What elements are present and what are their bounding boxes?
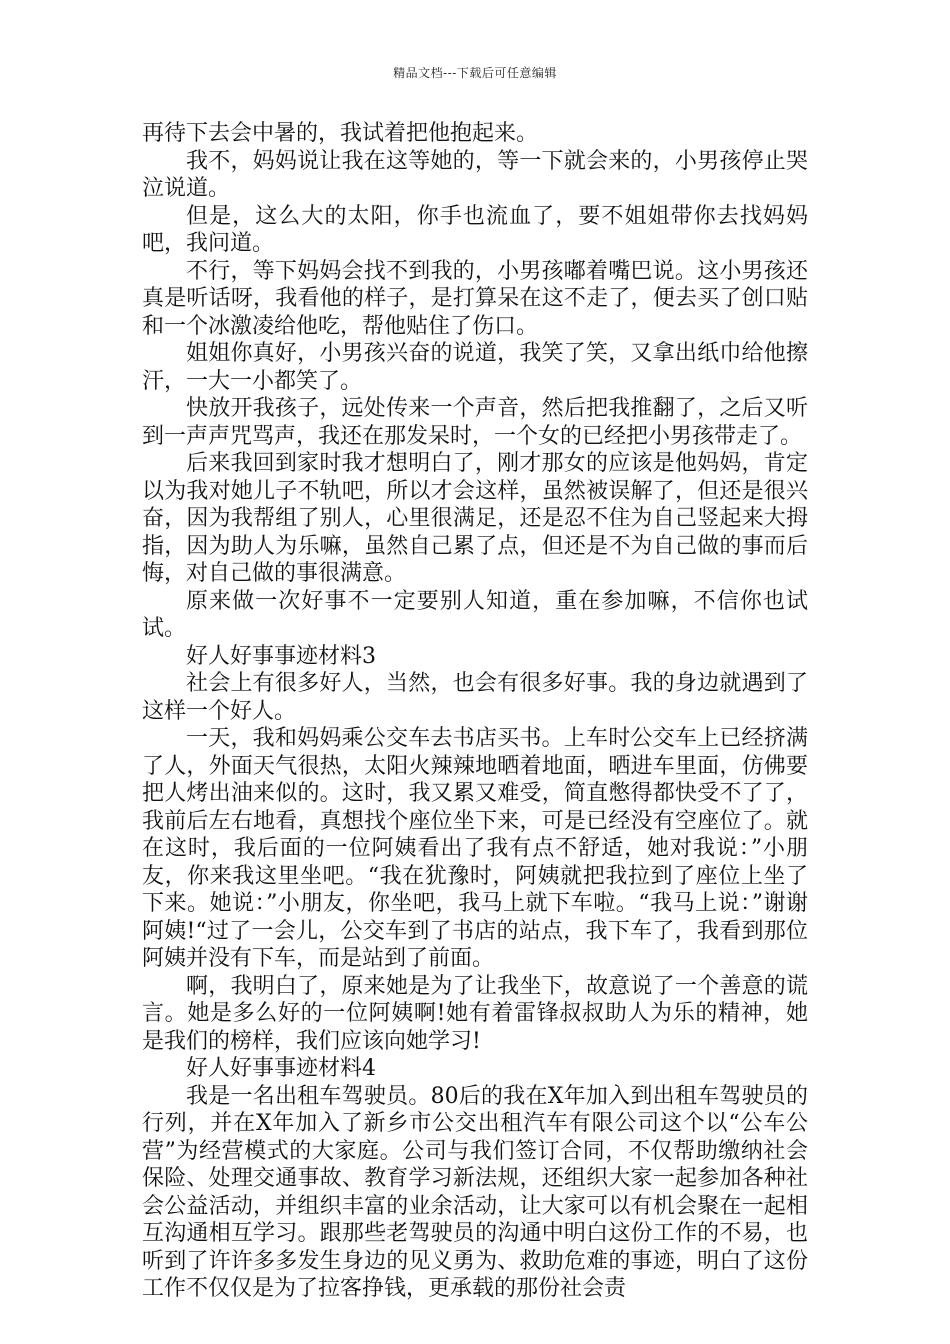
section-heading: 好人好事事迹材料3 bbox=[186, 643, 376, 669]
section-heading: 好人好事事迹材料4 bbox=[186, 1056, 376, 1081]
paragraph: 但是，这么大的太阳，你手也流血了，要不姐姐带你去找妈妈吧，我问道。 bbox=[142, 203, 808, 256]
paragraph: 姐姐你真好，小男孩兴奋的说道，我笑了笑，又拿出纸巾给他擦汗，一大一小都笑了。 bbox=[142, 341, 808, 394]
paragraph: 啊，我明白了，原来她是为了让我坐下，故意说了一个善意的谎言。她是多么好的一位阿姨啊!她有着雷锋叔叔助人为乐的精神，她是我们的榜样，我们应该向她学习! bbox=[142, 973, 808, 1054]
paragraph: 原来做一次好事不一定要别人知道，重在参加嘛，不信你也试试。 bbox=[142, 588, 808, 641]
paragraph: 我是一名出租车驾驶员。80后的我在X年加入到出租车驾驶员的行列，并在X年加入了新乡市公交出租汽车有限公司这个以“公车公营”为经营模式的大家庭。公司与我们签订合同，不仅帮助缴纳社会保险、处理交通事故、教育学习新法规，还组织大家一起参加各种社会公益活动，并组织丰富的业余活动，让大家可以有机会聚在一起相互沟通相互学习。跟那些老驾驶员的沟通中明白这份工作的不易，也听到了许许多多发生身边的见义勇为、救助危难的事迹，明白了这份工作不仅仅是为了拉客挣钱，更承载的那份社会责 bbox=[142, 1083, 808, 1301]
paragraph: 一天，我和妈妈乘公交车去书店买书。上车时公交车上已经挤满了人，外面天气很热，太阳火辣辣地晒着地面，晒进车里面，仿佛要把人烤出油来似的。这时，我又累又难受，简直憋得都快受不了了，我前后左右地看，真想找个座位坐下来，可是已经没有空座位了。就在这时，我后面的一位阿姨看出了我有点不舒适，她对我说：”小朋友，你来我这里坐吧。“我在犹豫时，阿姨就把我拉到了座位上坐了下来。她说：”小朋友，你坐吧，我马上就下车啦。“我马上说：”谢谢阿姨!“过了一会儿，公交车到了书店的站点，我下车了，我看到那位阿姨并没有下车，而是站到了前面。 bbox=[142, 726, 808, 971]
paragraph: 社会上有很多好人，当然，也会有很多好事。我的身边就遇到了这样一个好人。 bbox=[142, 671, 808, 724]
page-header: 精品文档---下载后可任意编辑 bbox=[393, 66, 557, 80]
paragraph: 快放开我孩子，远处传来一个声音，然后把我推翻了，之后又听到一声声咒骂声，我还在那发呆时，一个女的已经把小男孩带走了。 bbox=[142, 396, 808, 449]
paragraph: 后来我回到家时我才想明白了，刚才那女的应该是他妈妈，肯定以为我对她儿子不轨吧，所以才会这样，虽然被误解了，但还是很兴奋，因为我帮组了别人，心里很满足，还是忍不住为自己竖起来大拇指，因为助人为乐嘛，虽然自己累了点，但还是不为自己做的事而后悔，对自己做的事很满意。 bbox=[142, 451, 808, 586]
document-body bbox=[142, 120, 808, 1303]
paragraph: 不行，等下妈妈会找不到我的，小男孩嘟着嘴巴说。这小男孩还真是听话呀，我看他的样子，是打算呆在这不走了，便去买了创口贴和一个冰激凌给他吃，帮他贴住了伤口。 bbox=[142, 258, 808, 339]
paragraph: 再待下去会中暑的，我试着把他抱起来。 bbox=[142, 121, 539, 146]
paragraph: 我不，妈妈说让我在这等她的，等一下就会来的，小男孩停止哭泣说道。 bbox=[142, 148, 808, 201]
